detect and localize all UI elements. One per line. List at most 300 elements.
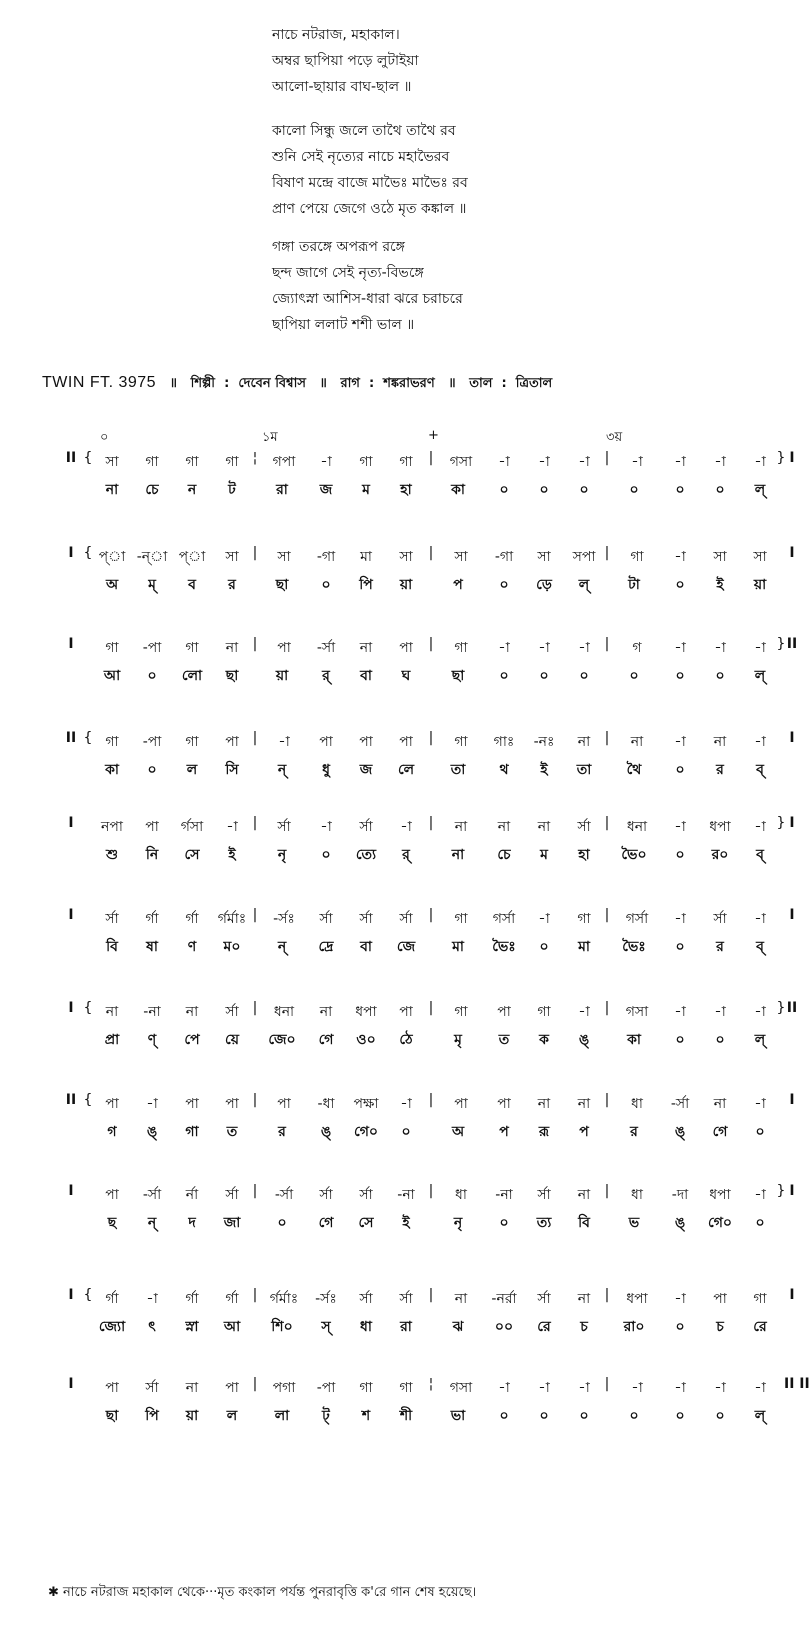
- swara-note: র্সা: [399, 1291, 413, 1307]
- bol-syllable: ০: [539, 939, 549, 955]
- bol-syllable: শ: [361, 1408, 371, 1424]
- lyric-line: প্রাণ পেয়ে জেগে ওঠে মৃত কঙ্কাল ॥: [272, 201, 467, 217]
- bol-syllable: ভৈঃ: [492, 939, 516, 955]
- bol-syllable: চ: [580, 1319, 588, 1335]
- swara-note: না: [537, 819, 551, 835]
- swara-note: র্সা: [225, 1187, 239, 1203]
- swara-note: পা: [399, 640, 413, 656]
- bol-syllable: ল্: [578, 577, 590, 593]
- swara-note: র্সা: [577, 819, 591, 835]
- raga-name: শঙ্করাভরণ: [383, 376, 435, 391]
- section-mark: I: [68, 1000, 74, 1016]
- bol-syllable: ত্য: [536, 1215, 552, 1231]
- swara-note: গপা: [272, 454, 296, 470]
- swara-note: না: [225, 640, 239, 656]
- bol-syllable: গে: [318, 1215, 334, 1231]
- swara-note: গা: [753, 1291, 767, 1307]
- swara-note: গা: [145, 454, 159, 470]
- swara-note: না: [454, 1291, 468, 1307]
- bol-syllable: ছ: [107, 1215, 117, 1231]
- repeat-brace: {: [83, 1092, 93, 1108]
- section-mark: I: [789, 1092, 795, 1108]
- bol-syllable: ০: [675, 1408, 685, 1424]
- beat-marker-plus: +: [428, 428, 439, 443]
- swara-note: গসা: [449, 454, 473, 470]
- bol-syllable: ল: [186, 762, 198, 778]
- bol-syllable: ট্: [322, 1408, 330, 1424]
- swara-note: গসা: [625, 1004, 649, 1020]
- swara-note: গা: [577, 911, 591, 927]
- notation-row: [0, 636, 800, 706]
- swara-note: পা: [497, 1096, 511, 1112]
- bol-syllable: জা: [223, 1215, 241, 1231]
- bol-syllable: ০: [321, 577, 331, 593]
- swara-line: [0, 1092, 800, 1118]
- swara-note: সা: [753, 549, 767, 565]
- swara-note: গা: [225, 454, 239, 470]
- bol-syllable: চ: [716, 1319, 724, 1335]
- swara-note: -া: [714, 1380, 726, 1396]
- separator: ॥: [169, 376, 178, 391]
- swara-note: পা: [185, 1096, 199, 1112]
- bar-line: ¦: [428, 1376, 434, 1392]
- swara-note: -পা: [142, 734, 162, 750]
- swara-note: গা: [454, 911, 468, 927]
- bol-syllable: জ্যো: [98, 1319, 126, 1335]
- bol-syllable: গে: [712, 1124, 728, 1140]
- bol-syllable: আ: [103, 668, 121, 684]
- swara-note: -া: [754, 734, 766, 750]
- bol-syllable: কা: [105, 762, 119, 778]
- swara-note: পা: [225, 1096, 239, 1112]
- bol-syllable: ০: [675, 668, 685, 684]
- section-mark: I: [68, 1287, 74, 1303]
- bol-line: [0, 758, 800, 784]
- swara-note: ধপা: [355, 1004, 377, 1020]
- notation-row: [0, 450, 800, 520]
- swara-note: -া: [674, 1291, 686, 1307]
- bol-syllable: র্: [322, 668, 330, 684]
- bol-syllable: ম: [540, 847, 548, 863]
- swara-note: -া: [754, 1380, 766, 1396]
- lyric-line: গঙ্গা তরঙ্গে অপরূপ রঙ্গে: [272, 239, 405, 255]
- bol-syllable: ৎ: [148, 1319, 156, 1335]
- swara-note: র্সা: [713, 911, 727, 927]
- bar-line: |: [428, 1092, 434, 1108]
- bol-syllable: থ: [499, 762, 509, 778]
- swara-note: -পা: [142, 640, 162, 656]
- swara-note: গা: [454, 1004, 468, 1020]
- bol-syllable: ০: [715, 1032, 725, 1048]
- repeat-brace: {: [83, 1000, 93, 1016]
- swara-note: প্া: [98, 549, 126, 565]
- bol-syllable: ন: [187, 482, 197, 498]
- swara-note: র্গর্মাঃ: [269, 1291, 299, 1307]
- bar-line: |: [252, 1376, 258, 1392]
- swara-note: গ: [632, 640, 642, 656]
- bol-syllable: য়া: [399, 577, 413, 593]
- bol-syllable: ০: [499, 482, 509, 498]
- swara-note: -া: [754, 1187, 766, 1203]
- bol-syllable: প: [579, 1124, 589, 1140]
- bol-syllable: দ: [188, 1215, 196, 1231]
- bar-line: |: [428, 730, 434, 746]
- bol-syllable: রূ: [538, 1124, 550, 1140]
- bol-syllable: ০: [675, 762, 685, 778]
- swara-note: ধা: [455, 1187, 467, 1203]
- bol-syllable: ল্: [754, 1032, 766, 1048]
- bol-syllable: ন্: [147, 1215, 157, 1231]
- bol-syllable: ০: [675, 1319, 685, 1335]
- swara-note: গা: [454, 640, 468, 656]
- repeat-brace: }: [776, 636, 786, 652]
- bol-syllable: রে: [753, 1319, 767, 1335]
- section-mark: I: [789, 1183, 795, 1199]
- bol-syllable: ০: [499, 668, 509, 684]
- bol-syllable: ঙ্: [578, 1032, 590, 1048]
- artist-label: শিল্পী: [190, 376, 216, 391]
- swara-note: -া: [674, 1004, 686, 1020]
- bol-syllable: ০: [755, 1215, 765, 1231]
- repeat-brace: }: [776, 1183, 786, 1199]
- bol-syllable: সে: [184, 847, 200, 863]
- swara-note: র্সা: [359, 1291, 373, 1307]
- bar-line: |: [604, 1000, 610, 1016]
- bol-syllable: থৈ: [626, 762, 642, 778]
- swara-note: -া: [674, 454, 686, 470]
- swara-note: -া: [226, 819, 238, 835]
- bar-line: |: [252, 1287, 258, 1303]
- swara-note: -না: [495, 1187, 513, 1203]
- repeat-brace: {: [83, 450, 93, 466]
- bar-line: |: [604, 730, 610, 746]
- swara-line: [0, 815, 800, 841]
- bol-syllable: ০: [321, 847, 331, 863]
- swara-note: -া: [320, 454, 332, 470]
- section-mark: I: [68, 1376, 74, 1392]
- swara-note: -া: [674, 549, 686, 565]
- swara-note: না: [185, 1380, 199, 1396]
- bol-syllable: ট: [228, 482, 236, 498]
- bol-syllable: রা: [276, 482, 288, 498]
- bol-syllable: না: [105, 482, 119, 498]
- swara-note: গা: [537, 1004, 551, 1020]
- swara-note: -া: [498, 454, 510, 470]
- bol-syllable: নৃ: [453, 1215, 463, 1231]
- bol-syllable: চে: [497, 847, 511, 863]
- bar-line: |: [428, 450, 434, 466]
- swara-note: পা: [359, 734, 373, 750]
- swara-note: -া: [754, 911, 766, 927]
- bol-syllable: মা: [578, 939, 590, 955]
- bol-syllable: ধু: [322, 762, 330, 778]
- bol-syllable: ল্: [754, 668, 766, 684]
- bol-syllable: প্রা: [104, 1032, 120, 1048]
- bol-syllable: ০: [675, 1032, 685, 1048]
- swara-note: -া: [578, 1380, 590, 1396]
- bol-syllable: লো: [181, 668, 203, 684]
- bol-syllable: য়া: [275, 668, 289, 684]
- swara-note: পা: [277, 640, 291, 656]
- bol-syllable: ঙ্: [674, 1215, 686, 1231]
- bol-syllable: ই: [540, 762, 548, 778]
- swara-note: র্গা: [185, 1291, 199, 1307]
- swara-note: না: [537, 1096, 551, 1112]
- bol-syllable: য়া: [753, 577, 767, 593]
- swara-line: [0, 1287, 800, 1313]
- swara-note: গা: [105, 734, 119, 750]
- bol-syllable: লা: [274, 1408, 290, 1424]
- swara-note: র্সা: [399, 911, 413, 927]
- bol-syllable: রা: [400, 1319, 412, 1335]
- swara-note: গা: [454, 734, 468, 750]
- bol-syllable: ঙ্: [146, 1124, 158, 1140]
- swara-note: র্গা: [145, 911, 159, 927]
- swara-note: না: [630, 734, 644, 750]
- beat-marker-khali: ০: [100, 430, 109, 445]
- swara-note: পা: [319, 734, 333, 750]
- swara-note: না: [713, 734, 727, 750]
- section-mark: I: [789, 450, 795, 466]
- separator: ॥: [319, 376, 327, 391]
- swara-note: -া: [714, 1004, 726, 1020]
- swara-note: পা: [454, 1096, 468, 1112]
- lyric-line: শুনি সেই নৃত্যের নাচে মহাভৈরব: [272, 149, 450, 165]
- swara-note: গা: [185, 454, 199, 470]
- section-mark: I: [789, 1287, 795, 1303]
- beat-marker-third: ৩য়: [606, 430, 623, 445]
- notation-row: [0, 1092, 800, 1162]
- bol-syllable: শি০: [271, 1319, 293, 1335]
- bol-syllable: ০: [715, 482, 725, 498]
- swara-note: না: [359, 640, 373, 656]
- bar-line: |: [252, 1183, 258, 1199]
- bol-syllable: ব্: [756, 847, 764, 863]
- swara-note: না: [577, 1096, 591, 1112]
- bar-line: |: [428, 815, 434, 831]
- bol-syllable: য়ে: [225, 1032, 239, 1048]
- section-mark: I: [789, 730, 795, 746]
- swara-note: -া: [146, 1096, 158, 1112]
- swara-note: -া: [578, 454, 590, 470]
- bol-syllable: জে০: [268, 1032, 296, 1048]
- swara-note: -া: [578, 640, 590, 656]
- bol-syllable: জ: [359, 762, 373, 778]
- bol-syllable: তা: [450, 762, 466, 778]
- swara-note: না: [185, 1004, 199, 1020]
- bar-line: |: [252, 1000, 258, 1016]
- swara-note: -পা: [316, 1380, 336, 1396]
- swara-note: র্সা: [277, 819, 291, 835]
- swara-note: না: [577, 1291, 591, 1307]
- tala-name: ত্রিতাল: [515, 376, 553, 391]
- swara-note: না: [577, 1187, 591, 1203]
- record-header: [42, 374, 782, 395]
- bol-syllable: বা: [360, 939, 372, 955]
- swara-note: -া: [400, 1096, 412, 1112]
- swara-note: সা: [277, 549, 291, 565]
- swara-note: র্গর্মাঃ: [217, 911, 247, 927]
- swara-note: -া: [754, 640, 766, 656]
- swara-note: -া: [714, 640, 726, 656]
- bol-syllable: ধা: [360, 1319, 372, 1335]
- bol-syllable: ০: [675, 847, 685, 863]
- bol-syllable: র্: [402, 847, 410, 863]
- bar-line: |: [428, 1000, 434, 1016]
- bol-syllable: ত: [226, 1124, 238, 1140]
- bol-syllable: ক: [539, 1032, 549, 1048]
- swara-note: -া: [278, 734, 290, 750]
- swara-note: -া: [674, 819, 686, 835]
- bol-syllable: অ: [105, 577, 119, 593]
- swara-note: পা: [225, 1380, 239, 1396]
- swara-note: র্সা: [225, 1004, 239, 1020]
- lyric-line: আলো-ছায়ার বাঘ-ছাল ॥: [272, 79, 412, 95]
- bar-line: |: [604, 1092, 610, 1108]
- bol-syllable: কা: [627, 1032, 641, 1048]
- swara-note: সা: [225, 549, 239, 565]
- bol-syllable: ছা: [451, 668, 465, 684]
- bol-syllable: র০: [711, 847, 729, 863]
- bol-syllable: ই: [716, 577, 724, 593]
- bol-syllable: ০: [539, 668, 549, 684]
- notation-row: [0, 545, 800, 615]
- swara-note: -া: [146, 1291, 158, 1307]
- swara-note: -া: [754, 454, 766, 470]
- bol-syllable: ০: [579, 668, 589, 684]
- bol-syllable: টা: [628, 577, 640, 593]
- swara-note: পা: [399, 1004, 413, 1020]
- swara-note: না: [105, 1004, 119, 1020]
- bol-syllable: ০: [147, 668, 157, 684]
- notation-row: [0, 1000, 800, 1070]
- bol-syllable: ব্: [756, 939, 764, 955]
- bol-syllable: ০: [579, 482, 589, 498]
- swara-note: -া: [498, 640, 510, 656]
- swara-note: সা: [454, 549, 468, 565]
- bol-syllable: ম্: [148, 577, 156, 593]
- swara-line: [0, 1000, 800, 1026]
- lyrics-stanza-1: [272, 22, 692, 100]
- swara-note: -না: [397, 1187, 415, 1203]
- section-mark: II II: [784, 1376, 810, 1392]
- bol-syllable: প: [453, 577, 463, 593]
- swara-note: -া: [674, 1380, 686, 1396]
- bol-syllable: ঙ্: [320, 1124, 332, 1140]
- bol-line: [0, 1211, 800, 1237]
- swara-note: না: [454, 819, 468, 835]
- artist-name: দেবেন বিশ্বাস: [238, 376, 306, 391]
- bol-syllable: ল: [226, 1408, 238, 1424]
- bol-syllable: ০: [539, 1408, 549, 1424]
- swara-line: [0, 1183, 800, 1209]
- swara-note: ধা: [631, 1096, 643, 1112]
- bol-syllable: ০: [401, 1124, 411, 1140]
- bol-syllable: কা: [451, 482, 465, 498]
- section-mark: II: [65, 1092, 77, 1108]
- bol-syllable: র: [278, 1124, 286, 1140]
- swara-note: র্সা: [319, 1187, 333, 1203]
- bol-syllable: স্: [321, 1319, 331, 1335]
- tala-label: তাল: [469, 376, 493, 391]
- bol-syllable: র: [630, 1124, 638, 1140]
- bar-line: |: [252, 907, 258, 923]
- swara-note: -া: [674, 911, 686, 927]
- swara-note: -র্সা: [316, 640, 336, 656]
- swara-note: পা: [399, 734, 413, 750]
- section-mark: II: [65, 450, 77, 466]
- bar-line: |: [604, 815, 610, 831]
- bol-syllable: নি: [145, 847, 159, 863]
- swara-note: গা: [359, 1380, 373, 1396]
- bol-line: [0, 1404, 800, 1430]
- bol-syllable: য়া: [185, 1408, 199, 1424]
- swara-note: র্সা: [145, 1380, 159, 1396]
- bol-syllable: র: [716, 939, 724, 955]
- bar-line: |: [428, 636, 434, 652]
- swara-note: গা: [359, 454, 373, 470]
- swara-note: গসা: [449, 1380, 473, 1396]
- bol-syllable: ত: [498, 1032, 510, 1048]
- bol-syllable: বি: [578, 1215, 590, 1231]
- bar-line: |: [604, 1376, 610, 1392]
- bol-syllable: ল্: [754, 482, 766, 498]
- lyric-line: বিষাণ মন্দ্রে বাজে মাভৈঃ মাভৈঃ রব: [272, 175, 468, 191]
- bar-line: ¦: [252, 450, 258, 466]
- bol-syllable: গা: [185, 1124, 199, 1140]
- bol-syllable: ছা: [225, 668, 239, 684]
- bol-syllable: চে: [145, 482, 159, 498]
- notation-row: [0, 1287, 800, 1357]
- swara-note: র্গা: [185, 911, 199, 927]
- colon: :: [368, 376, 375, 391]
- swara-note: -গা: [494, 549, 514, 565]
- bol-syllable: রা০: [623, 1319, 645, 1335]
- bol-syllable: রে: [537, 1319, 551, 1335]
- swara-note: সপা: [572, 549, 596, 565]
- swara-note: র্গসা: [180, 819, 204, 835]
- bol-syllable: পে: [184, 1032, 200, 1048]
- bol-syllable: ন্: [277, 939, 287, 955]
- swara-note: -নর্রা: [491, 1291, 517, 1307]
- bol-syllable: সি: [225, 762, 239, 778]
- swara-note: পা: [713, 1291, 727, 1307]
- swara-note: -া: [538, 640, 550, 656]
- swara-note: গা: [185, 734, 199, 750]
- swara-note: না: [713, 1096, 727, 1112]
- bol-syllable: ত্যে: [355, 847, 377, 863]
- bar-line: |: [604, 1287, 610, 1303]
- repeat-brace: {: [83, 1287, 93, 1303]
- bol-syllable: ০: [499, 577, 509, 593]
- swara-note: র্না: [185, 1187, 199, 1203]
- bol-syllable: ০: [499, 1408, 509, 1424]
- bol-syllable: গে০: [708, 1215, 732, 1231]
- bol-line: [0, 1120, 800, 1146]
- section-mark: I: [68, 545, 74, 561]
- bol-syllable: ম: [362, 482, 370, 498]
- repeat-brace: }: [776, 815, 786, 831]
- bol-line: [0, 1028, 800, 1054]
- swara-line: [0, 907, 800, 933]
- bol-syllable: শী: [399, 1408, 413, 1424]
- swara-note: র্সা: [537, 1291, 551, 1307]
- bol-syllable: ভৈ০: [621, 847, 647, 863]
- footnote: ✱ নাচে নটরাজ মহাকাল থেকে···মৃত কংকাল পর্যন্ত পুনরাবৃত্তি ক'রে গান শেষ হয়েছে।: [48, 1585, 477, 1600]
- repeat-brace: {: [83, 730, 93, 746]
- section-mark: II: [786, 1000, 798, 1016]
- bol-syllable: ০: [499, 1215, 509, 1231]
